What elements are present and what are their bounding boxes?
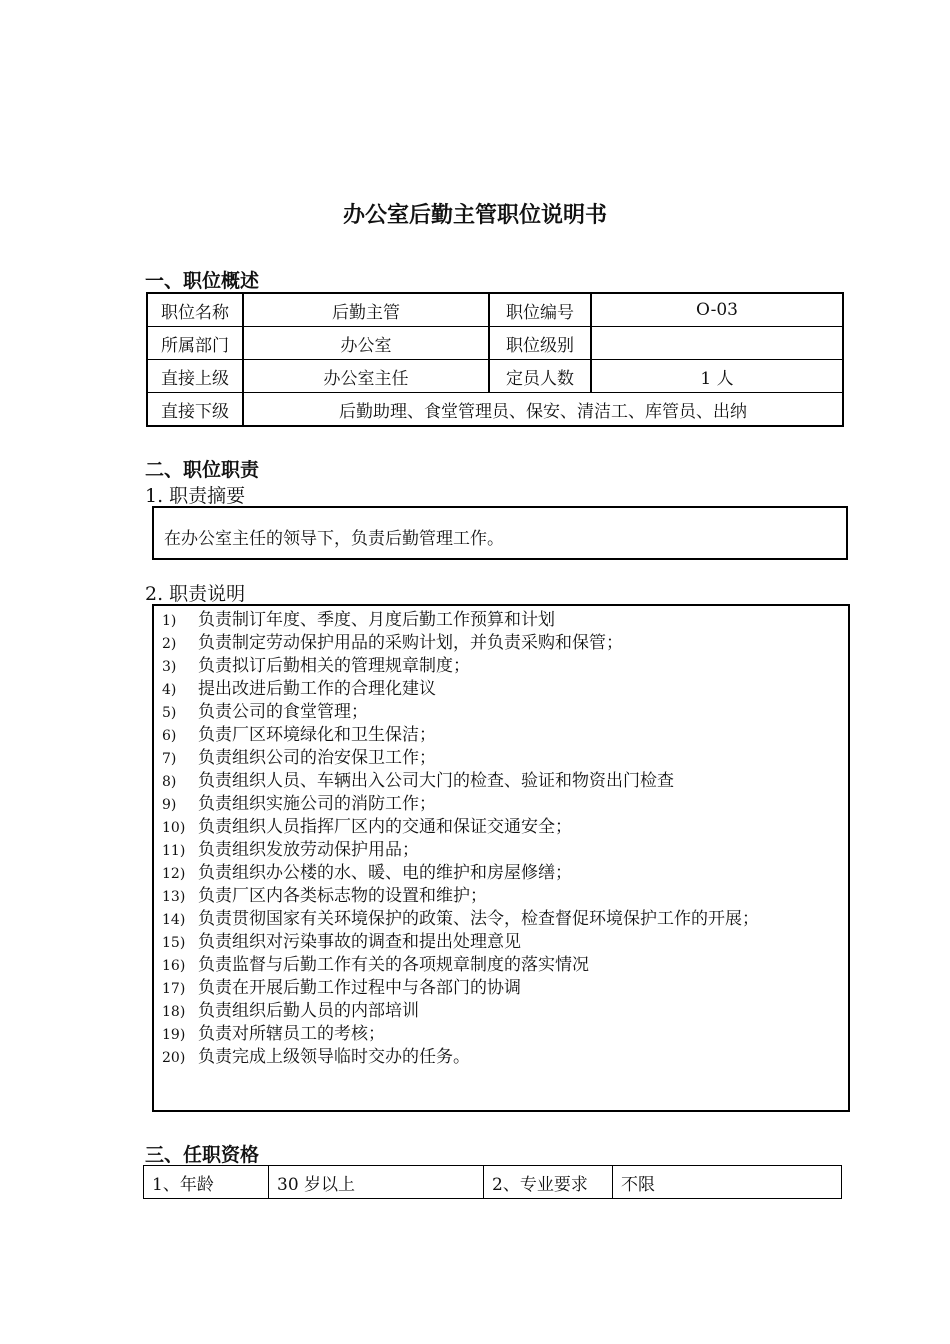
list-item-text: 提出改进后勤工作的合理化建议	[198, 679, 436, 699]
list-item-number: 6)	[162, 728, 177, 744]
list-item-number: 18)	[162, 1004, 186, 1020]
list-item-text: 负责制订年度、季度、月度后勤工作预算和计划	[198, 610, 555, 630]
table-cell-label: 直接上级	[147, 360, 243, 393]
table-cell-value: 不限	[613, 1166, 842, 1199]
list-item	[162, 724, 436, 747]
list-item-text: 负责组织对污染事故的调查和提出处理意见	[198, 932, 521, 952]
list-item-number: 3)	[162, 659, 177, 675]
section-heading-qualifications: 三、任职资格	[145, 1144, 260, 1166]
table-cell-value: 办公室主任	[243, 360, 489, 393]
table-cell-value: O-03	[591, 293, 843, 327]
list-item-text: 负责对所辖员工的考核；	[198, 1024, 385, 1044]
page-title: 办公室后勤主管职位说明书	[342, 203, 607, 228]
list-item	[162, 1023, 385, 1046]
list-item-number: 4)	[162, 682, 177, 698]
list-item-text: 负责拟订后勤相关的管理规章制度；	[198, 656, 470, 676]
list-item	[162, 931, 521, 954]
table-cell-value: 30 岁以上	[269, 1166, 484, 1199]
table-cell-value: 后勤助理、食堂管理员、保安、清洁工、库管员、出纳	[243, 393, 843, 427]
subheading-details: 2. 职责说明	[145, 583, 246, 605]
list-item	[162, 655, 470, 678]
qualifications-table	[143, 1165, 842, 1199]
list-item-text: 负责组织公司的治安保卫工作；	[198, 748, 436, 768]
list-item	[162, 609, 555, 632]
list-item-text: 负责贯彻国家有关环境保护的政策、法令，检查督促环境保护工作的开展；	[198, 909, 759, 929]
list-item	[162, 770, 674, 793]
list-item-number: 17)	[162, 981, 186, 997]
list-item-number: 15)	[162, 935, 186, 951]
list-item-text: 负责厂区内各类标志物的设置和维护；	[198, 886, 487, 906]
list-item-number: 9)	[162, 797, 177, 813]
list-item-text: 负责组织后勤人员的内部培训	[198, 1001, 419, 1021]
table-cell-label: 1、年龄	[144, 1166, 269, 1199]
list-item-number: 19)	[162, 1027, 186, 1043]
list-item	[162, 816, 572, 839]
table-cell-value	[591, 327, 843, 360]
list-item-text: 负责组织人员、车辆出入公司大门的检查、验证和物资出门检查	[198, 771, 674, 791]
list-item-text: 负责制定劳动保护用品的采购计划，并负责采购和保管；	[198, 633, 623, 653]
list-item	[162, 632, 623, 655]
list-item-text: 负责组织实施公司的消防工作；	[198, 794, 436, 814]
table-cell-label: 直接下级	[147, 393, 243, 427]
table-cell-label: 2、专业要求	[484, 1166, 613, 1199]
list-item-text: 负责厂区环境绿化和卫生保洁；	[198, 725, 436, 745]
list-item-number: 13)	[162, 889, 186, 905]
list-item	[162, 701, 368, 724]
list-item-number: 7)	[162, 751, 177, 767]
list-item	[162, 908, 759, 931]
list-item-text: 负责监督与后勤工作有关的各项规章制度的落实情况	[198, 955, 589, 975]
list-item-number: 10)	[162, 820, 186, 836]
list-item	[162, 678, 436, 701]
list-item	[162, 977, 521, 1000]
list-item-text: 负责完成上级领导临时交办的任务。	[198, 1047, 470, 1067]
overview-table	[146, 292, 844, 427]
list-item-number: 5)	[162, 705, 177, 721]
summary-box	[152, 506, 848, 560]
table-cell-value: 后勤主管	[243, 293, 489, 327]
list-item-number: 16)	[162, 958, 186, 974]
table-cell-value: 1 人	[591, 360, 843, 393]
list-item-text: 负责组织办公楼的水、暖、电的维护和房屋修缮；	[198, 863, 572, 883]
table-cell-label: 职位级别	[489, 327, 591, 360]
table-row	[147, 393, 843, 427]
list-item	[162, 793, 436, 816]
list-item	[162, 1046, 470, 1069]
table-cell-label: 定员人数	[489, 360, 591, 393]
list-item-number: 20)	[162, 1050, 186, 1066]
table-row	[144, 1166, 842, 1199]
duties-box	[152, 604, 850, 1112]
section-heading-duties: 二、职位职责	[145, 459, 260, 481]
table-cell-value: 办公室	[243, 327, 489, 360]
table-row	[147, 293, 843, 327]
list-item-number: 2)	[162, 636, 177, 652]
table-row	[147, 360, 843, 393]
table-cell-label: 职位编号	[489, 293, 591, 327]
list-item	[162, 747, 436, 770]
section-heading-overview: 一、职位概述	[145, 270, 260, 292]
list-item-text: 负责在开展后勤工作过程中与各部门的协调	[198, 978, 521, 998]
list-item-text: 负责组织发放劳动保护用品；	[198, 840, 419, 860]
subheading-summary: 1. 职责摘要	[145, 485, 246, 507]
list-item-number: 1)	[162, 613, 177, 629]
list-item-text: 负责公司的食堂管理；	[198, 702, 368, 722]
list-item	[162, 862, 572, 885]
list-item	[162, 839, 419, 862]
table-cell-label: 所属部门	[147, 327, 243, 360]
list-item-number: 12)	[162, 866, 186, 882]
table-row	[147, 327, 843, 360]
list-item	[162, 1000, 419, 1023]
list-item	[162, 885, 487, 908]
list-item-number: 14)	[162, 912, 186, 928]
list-item-number: 8)	[162, 774, 177, 790]
list-item-text: 负责组织人员指挥厂区内的交通和保证交通安全；	[198, 817, 572, 837]
list-item	[162, 954, 589, 977]
list-item-number: 11)	[162, 843, 186, 859]
table-cell-label: 职位名称	[147, 293, 243, 327]
summary-text: 在办公室主任的领导下，负责后勤管理工作。	[164, 529, 504, 549]
